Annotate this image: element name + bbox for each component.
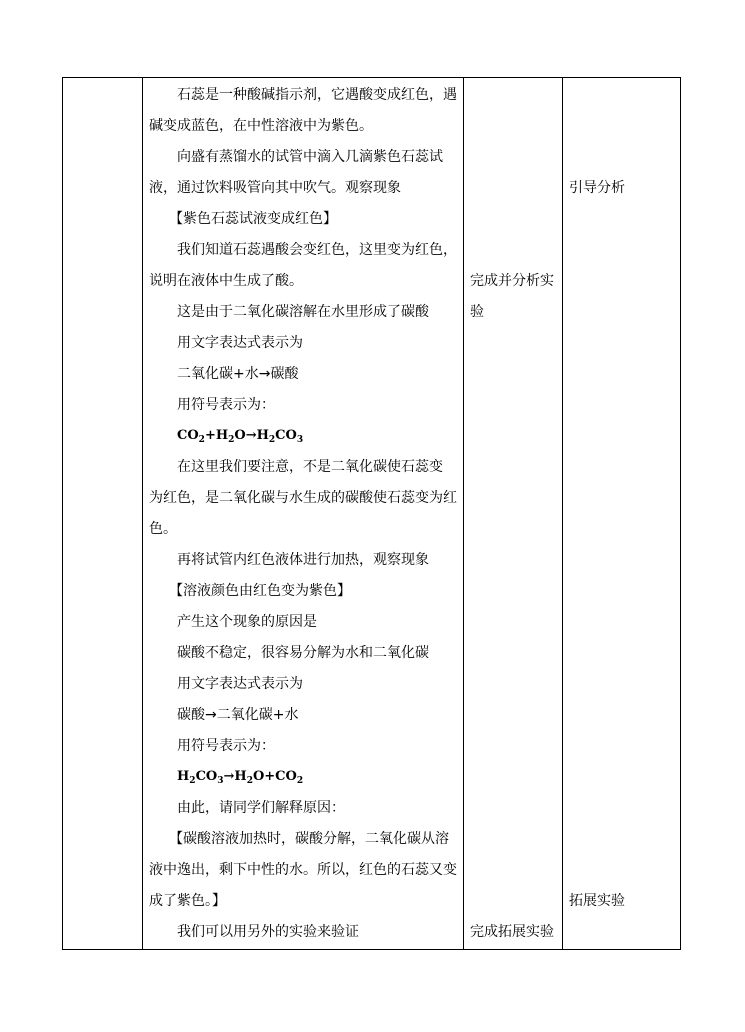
text-line: 向盛有蒸馏水的试管中滴入几滴紫色石蕊试 (177, 149, 443, 165)
text-line: 碳酸不稳定，很容易分解为水和二氧化碳 (177, 645, 429, 661)
design-intent-text: 引导分析 (569, 180, 625, 196)
text-line: 成了紫色。】 (149, 893, 226, 909)
text-line: 用文字表达式表示为 (177, 335, 303, 351)
text-line: 再将试管内红色液体进行加热，观察现象 (177, 552, 429, 568)
text-line: 说明在液体中生成了酸。 (149, 273, 303, 289)
text-line: 在这里我们要注意，不是二氧化碳使石蕊变 (177, 459, 443, 475)
lesson-table (62, 77, 681, 950)
text-line: 色。 (149, 521, 177, 537)
column-divider (562, 78, 563, 949)
student-activity-text: 完成并分析实 (470, 273, 554, 289)
column-divider (142, 78, 143, 949)
text-line: 用文字表达式表示为 (177, 676, 303, 692)
text-line: 用符号表示为： (177, 397, 275, 413)
chemical-formula: $CO_2+H_2O\to H_2CO_3$ (177, 428, 304, 445)
text-line: 【碳酸溶液加热时，碳酸分解，二氧化碳从溶 (169, 831, 449, 847)
text-line: 这是由于二氧化碳溶解在水里形成了碳酸 (177, 304, 429, 320)
text-line: 我们可以用另外的实验来验证 (177, 924, 359, 940)
chemical-formula: $H_2CO_3\to H_2O+CO_2$ (177, 769, 304, 786)
text-line: 为红色，是二氧化碳与水生成的碳酸使石蕊变为红 (149, 490, 457, 506)
text-line: 碳酸→二氧化碳+水 (177, 707, 299, 723)
text-line: 用符号表示为： (177, 738, 275, 754)
student-activity-text: 验 (470, 304, 484, 320)
text-line: 产生这个现象的原因是 (177, 614, 317, 630)
text-line: 液中逸出，剩下中性的水。所以，红色的石蕊又变 (149, 862, 457, 878)
text-line: 我们知道石蕊遇酸会变红色，这里变为红色， (177, 242, 457, 258)
text-line: 【紫色石蕊试液变成红色】 (169, 211, 337, 227)
text-line: 液，通过饮料吸管向其中吹气。观察现象 (149, 180, 401, 196)
design-intent-text: 拓展实验 (569, 893, 625, 909)
text-line: 由此，请同学们解释原因： (177, 800, 345, 816)
text-line: 二氧化碳+水→碳酸 (177, 366, 299, 382)
text-line: 碱变成蓝色，在中性溶液中为紫色。 (149, 118, 373, 134)
student-activity-text: 完成拓展实验 (470, 924, 554, 940)
text-line: 石蕊是一种酸碱指示剂，它遇酸变成红色，遇 (177, 87, 457, 103)
text-line: 【溶液颜色由红色变为紫色】 (169, 583, 351, 599)
